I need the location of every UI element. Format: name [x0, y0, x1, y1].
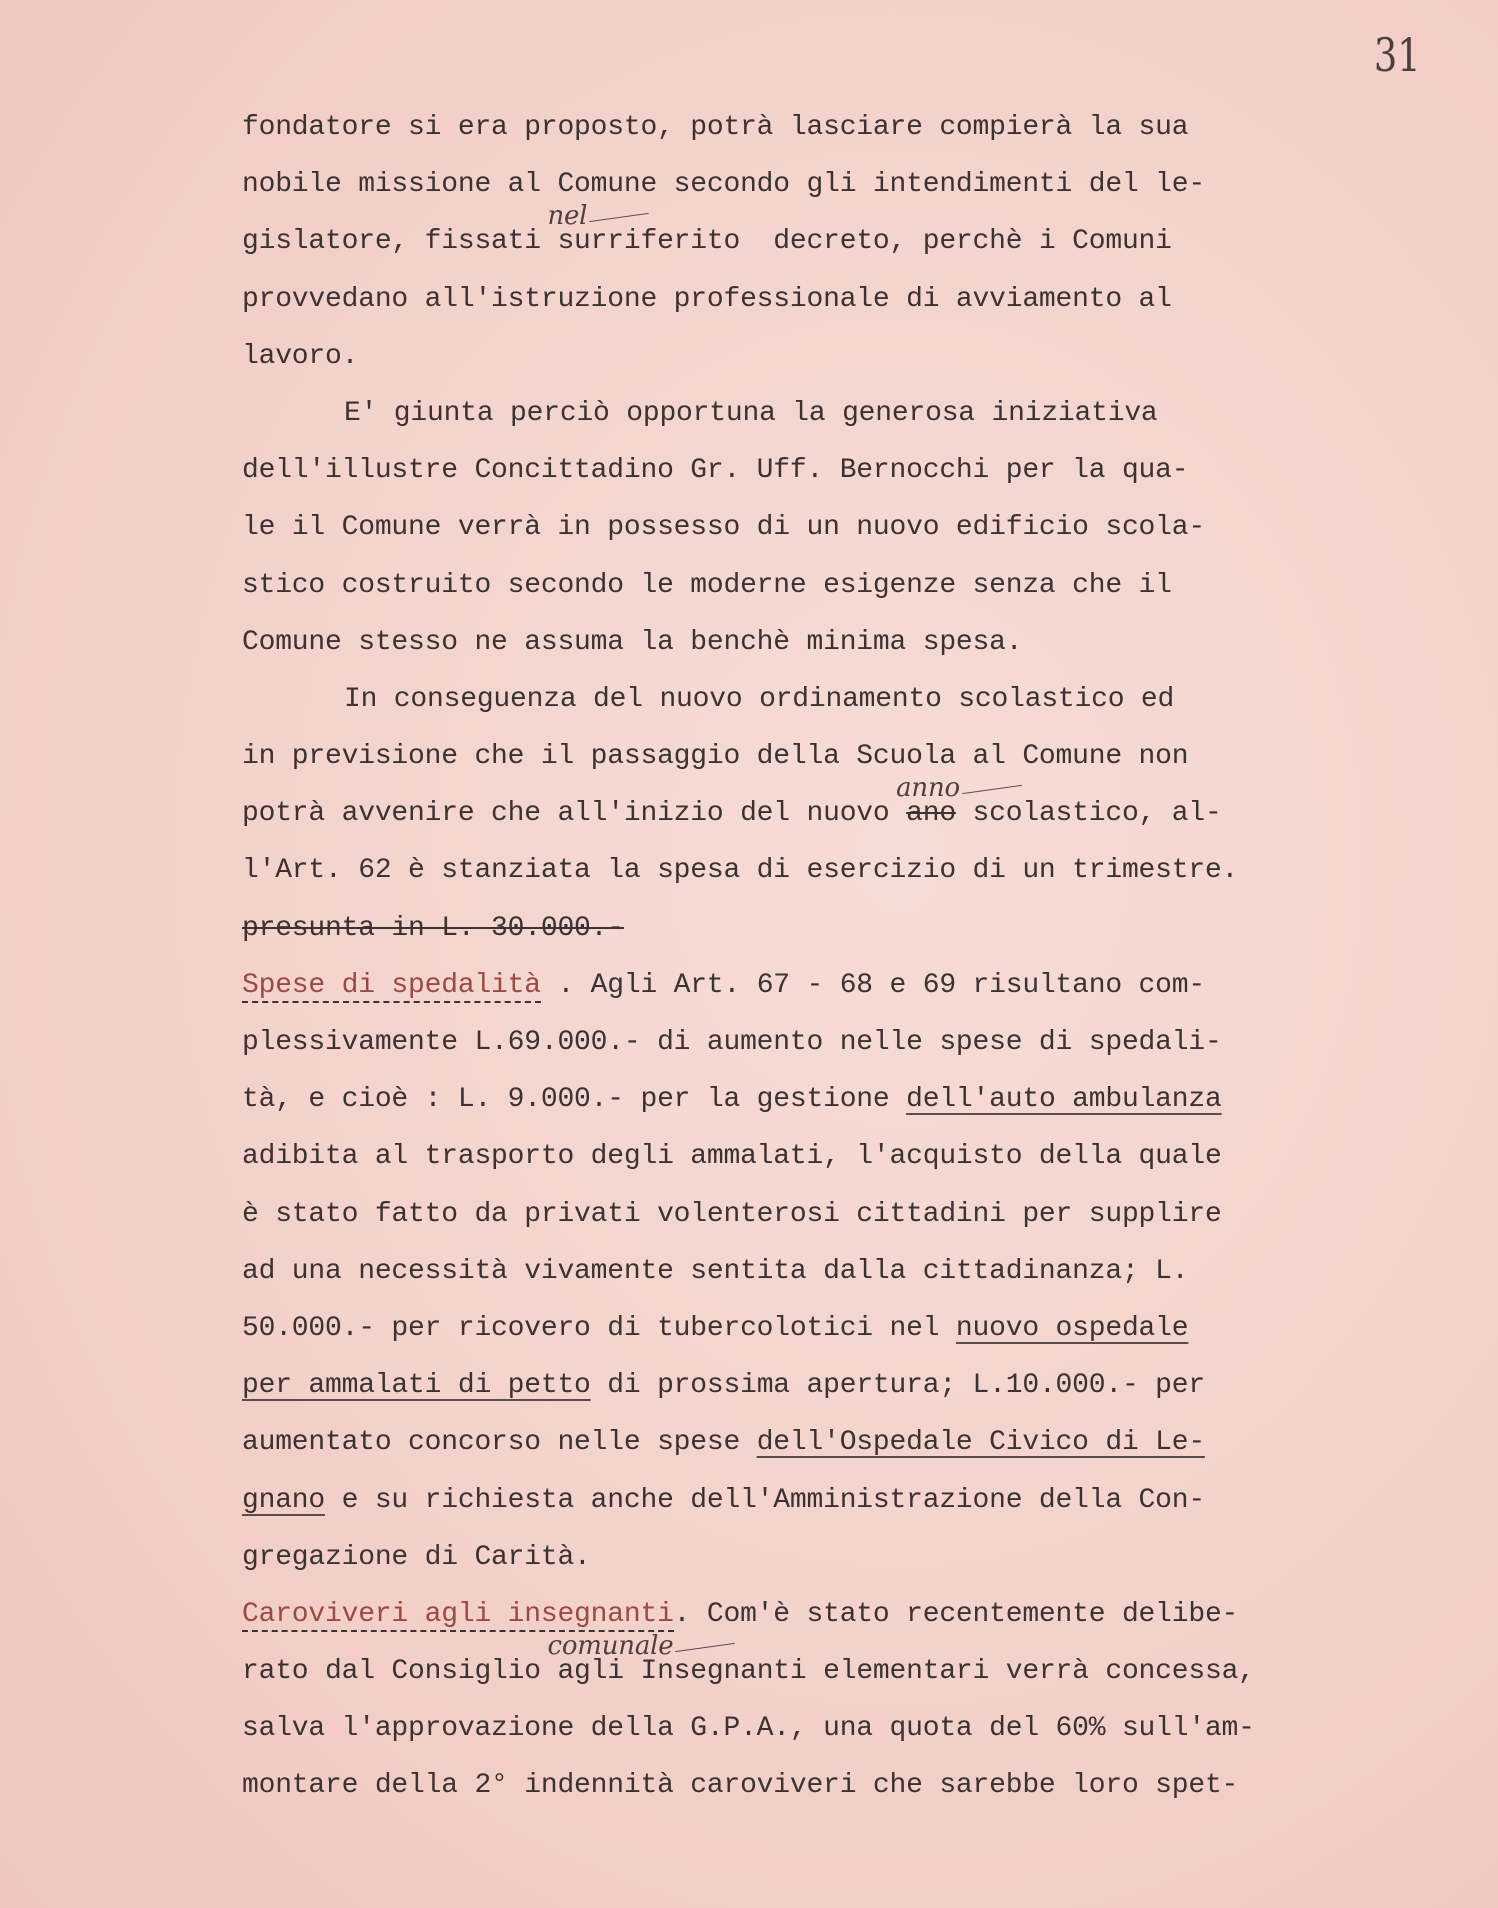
- text-line: [242, 1191, 1255, 1248]
- handwritten-insertion: comunale: [547, 1622, 735, 1670]
- text-segment: [242, 341, 358, 372]
- text-line: [242, 562, 1255, 619]
- text-line: [242, 1631, 1255, 1705]
- segment-text: l'Art. 62 è stanziata la spesa di esercizio di un trimestre.: [242, 855, 1239, 887]
- segment-text: nobile missione al Comune secondo gli intendimenti del le-: [242, 169, 1205, 201]
- text-line: [242, 201, 1255, 275]
- text-segment: [242, 284, 1172, 315]
- underlined-text: [242, 1485, 325, 1516]
- segment-text: Insegnanti elementari verrà concessa,: [623, 1656, 1255, 1688]
- text-line: [242, 390, 1255, 447]
- text-segment: [242, 1199, 1222, 1230]
- segment-text: . Agli Art. 67 - 68 e 69 risultano com-: [540, 969, 1205, 1001]
- text-segment: [242, 1141, 1222, 1172]
- section-heading: [242, 970, 541, 1003]
- text-line: [242, 1419, 1255, 1476]
- underlined-text: [757, 1427, 1205, 1458]
- segment-text: tà, e cioè : L. 9.000.- per la gestione: [242, 1084, 907, 1116]
- segment-text: salva l'approvazione della G.P.A., una quota del 60% sull'am-: [242, 1713, 1255, 1745]
- segment-text: surriferito: [557, 226, 741, 258]
- segment-text: dell'illustre Concittadino Gr. Uff. Bernocchi per la qua-: [242, 455, 1189, 487]
- segment-text: In conseguenza del nuovo ordinamento scolastico ed: [344, 683, 1175, 715]
- segment-text: dell'Ospedale Civico di Le-: [756, 1427, 1205, 1459]
- text-segment: [541, 970, 1205, 1001]
- text-line: [242, 1591, 1255, 1648]
- text-segment: [674, 1599, 1239, 1630]
- text-segment: [242, 798, 906, 829]
- text-segment: [547, 201, 741, 258]
- segment-text: stico costruito secondo le moderne esigenze senza che il: [242, 569, 1172, 601]
- segment-text: lavoro.: [242, 340, 359, 372]
- text-segment: [242, 1427, 757, 1458]
- text-line: [242, 1362, 1255, 1419]
- text-line: [242, 504, 1255, 561]
- text-segment: [242, 855, 1238, 886]
- segment-text: ano: [906, 798, 956, 830]
- text-segment: [344, 684, 1174, 715]
- text-line: [242, 1477, 1255, 1534]
- text-segment: [242, 512, 1205, 543]
- segment-text: agli: [557, 1656, 624, 1688]
- segment-text: dell'auto ambulanza: [906, 1084, 1222, 1116]
- segment-text: Spese di spedalità: [242, 969, 541, 1001]
- text-segment: [740, 226, 1172, 257]
- segment-text: rato dal Consiglio: [242, 1656, 558, 1688]
- text-segment: [242, 1656, 557, 1687]
- text-segment: [242, 741, 1188, 772]
- segment-text: provvedano all'istruzione professionale di avviamento al: [242, 283, 1172, 315]
- text-segment: [242, 1027, 1222, 1058]
- text-line: [242, 733, 1255, 790]
- segment-text: aumentato concorso nelle spese: [242, 1427, 757, 1459]
- handwritten-insertion: anno: [896, 764, 1022, 812]
- text-segment: [242, 570, 1172, 601]
- segment-text: le il Comune verrà in possesso di un nuovo edificio scola-: [242, 512, 1205, 544]
- text-segment: [624, 1656, 1255, 1687]
- struck-text: [242, 913, 624, 944]
- segment-text: adibita al trasporto degli ammalati, l'acquisto della quale: [242, 1141, 1222, 1173]
- text-segment: [325, 1485, 1205, 1516]
- text-segment: [242, 1713, 1255, 1744]
- text-segment: [242, 169, 1205, 200]
- text-segment: [591, 1370, 1205, 1401]
- text-line: [242, 1248, 1255, 1305]
- text-segment: [242, 112, 1188, 143]
- text-segment: [242, 1542, 591, 1573]
- text-segment: [242, 1313, 956, 1344]
- text-line: [242, 1076, 1255, 1133]
- text-line: [242, 619, 1255, 676]
- segment-text: potrà avvenire che all'inizio del nuovo: [242, 798, 907, 830]
- segment-text: e su richiesta anche dell'Amministrazione della Con-: [325, 1484, 1205, 1516]
- underlined-text: [242, 1370, 591, 1401]
- text-segment: [242, 1084, 906, 1115]
- segment-text: gregazione di Carità.: [242, 1541, 591, 1573]
- text-segment: [242, 226, 557, 257]
- segment-text: presunta in L. 30.000.-: [242, 912, 624, 944]
- text-line: [242, 1305, 1255, 1362]
- segment-text: scolastico, al-: [955, 798, 1222, 830]
- segment-text: decreto, perchè i Comuni: [740, 226, 1172, 258]
- text-line: [242, 161, 1255, 218]
- text-line: [242, 447, 1255, 504]
- text-line: [242, 962, 1255, 1019]
- text-segment: [547, 1631, 674, 1688]
- text-segment: [242, 1770, 1238, 1801]
- text-line: [242, 333, 1255, 390]
- text-line: [242, 1762, 1255, 1819]
- text-line: [242, 1133, 1255, 1190]
- document-body: [242, 104, 1255, 1820]
- text-line: [242, 1705, 1255, 1762]
- segment-text: di prossima apertura; L.10.000.- per: [590, 1370, 1205, 1402]
- segment-text: per ammalati di petto: [242, 1370, 591, 1402]
- segment-text: E' giunta perciò opportuna la generosa iniziativa: [344, 397, 1158, 429]
- text-segment: [242, 627, 1022, 658]
- text-line: [242, 773, 1255, 847]
- segment-text: . Com'è stato recentemente delibe-: [673, 1598, 1239, 1630]
- segment-text: montare della 2° indennità caroviveri che sarebbe loro spet-: [242, 1770, 1239, 1802]
- text-segment: [344, 398, 1158, 429]
- segment-text: in previsione che il passaggio della Scuola al Comune non: [242, 741, 1189, 773]
- text-line: [242, 847, 1255, 904]
- struck-text: [896, 773, 960, 830]
- page-number: 31: [1373, 28, 1421, 82]
- segment-text: Caroviveri agli insegnanti: [242, 1598, 674, 1630]
- segment-text: Comune stesso ne assuma la benchè minima spesa.: [242, 626, 1023, 658]
- segment-text: è stato fatto da privati volenterosi cittadini per supplire: [242, 1198, 1222, 1230]
- text-line: [242, 1019, 1255, 1076]
- segment-text: gislatore, fissati: [242, 226, 558, 258]
- segment-text: nuovo ospedale: [955, 1312, 1189, 1344]
- segment-text: plessivamente L.69.000.- di aumento nelle spese di spedali-: [242, 1027, 1222, 1058]
- segment-text: fondatore si era proposto, potrà lasciare compierà la sua: [242, 112, 1189, 143]
- text-line: [242, 905, 1255, 962]
- underlined-text: [906, 1084, 1221, 1115]
- segment-text: 50.000.- per ricovero di tubercolotici nel: [242, 1312, 956, 1344]
- underlined-text: [956, 1313, 1188, 1344]
- text-segment: [956, 798, 1222, 829]
- text-line: [242, 676, 1255, 733]
- text-segment: [242, 455, 1188, 486]
- text-line: [242, 276, 1255, 333]
- segment-text: ad una necessità vivamente sentita dalla cittadinanza; L.: [242, 1255, 1189, 1287]
- text-segment: [242, 1256, 1188, 1287]
- segment-text: gnano: [242, 1484, 326, 1516]
- text-line: [242, 1534, 1255, 1591]
- handwritten-insertion: nel: [547, 192, 649, 240]
- text-line: [242, 104, 1255, 161]
